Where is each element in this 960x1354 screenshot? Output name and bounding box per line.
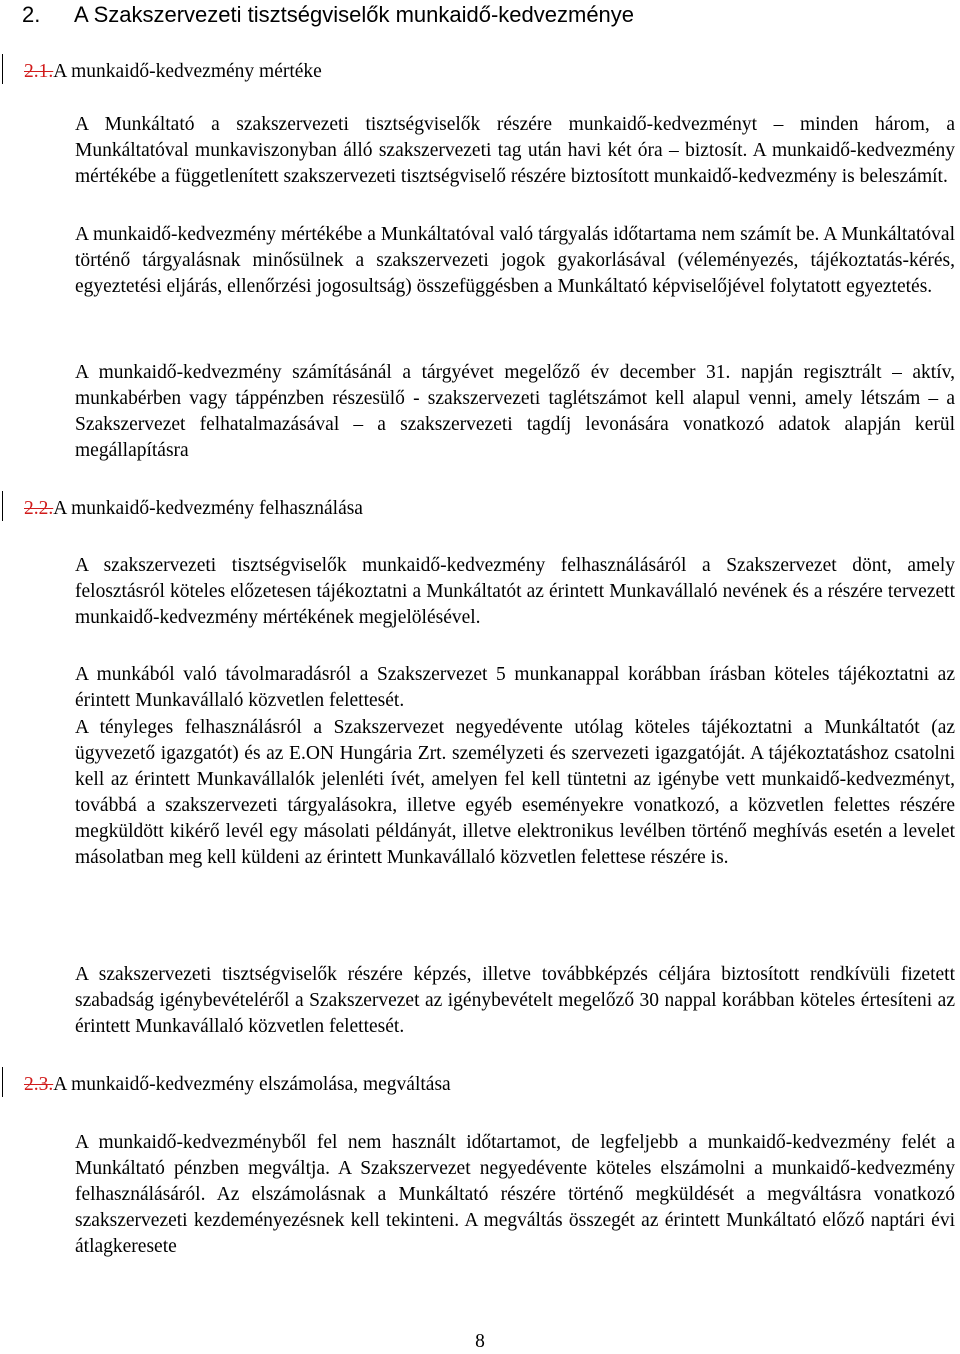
- chapter-number: 2.: [22, 2, 41, 27]
- section-title: A munkaidő-kedvezmény mértéke: [53, 61, 322, 82]
- paragraph-text: A munkaidő-kedvezmény mértékébe a Munkáltatóval való tárgyalás időtartama nem számít be. A Munkáltatóval történő tárgyalásnak minősülnek a szakszervezeti jogok gyakorlásával (véleményezés, tájékoztatás-kérés, egyeztetési eljárás, ellenőrzési jogosultság) összefüggésben a Munkáltató képviselőjével folytatott egyeztetés.: [75, 224, 955, 297]
- section-number: 2.1.: [24, 61, 54, 82]
- section-title: A munkaidő-kedvezmény felhasználása: [53, 498, 363, 519]
- section-heading-2-1: [24, 60, 322, 84]
- paragraph-text: A tényleges felhasználásról a Szakszervezet negyedévente utólag köteles tájékoztatni a Munkáltatót (az ügyvezető igazgatót) és az E.ON Hungária Zrt. személyzeti és szervezeti igazgatóját. A tájékoztatáshoz csatolni kell az érintett Munkavállalók jelenléti ívét, amelyen fel kell tüntetni az igénybe vett munkaidő-kedvezményt, továbbá a szakszervezeti tárgyalásokra, illetve egyéb eseményekre vonatkozó, a közvetlen felettes részére megküldött kikérő levél egy másolati példányát, illetve elektronikus levélben történő meghívás esetén a levelet másolatban meg kell küldeni az érintett Munkavállaló közvetlen felettese részére is.: [75, 717, 955, 868]
- section-2-2-paragraph-3: [75, 715, 955, 871]
- paragraph-text: A szakszervezeti tisztségviselők részére képzés, illetve továbbképzés céljára biztosított rendkívüli fizetett szabadság igénybevételéről a Szakszervezet az igénybevételt megelőző 30 nappal korábban köteles értesíteni az érintett Munkavállaló közvetlen felettesét.: [75, 964, 955, 1037]
- section-2-1-paragraph-2: [75, 222, 955, 300]
- paragraph-text: A munkaidő-kedvezmény számításánál a tárgyévet megelőző év december 31. napján regisztrált – aktív, munkabérben vagy táppénzben részesülő - szakszervezeti taglétszámot kell alapul venni, amely létszám – a Szakszervezet felhatalmazásával – a szakszervezeti tagdíj levonására vonatkozó adatok alapján kerül megállapításra: [75, 362, 955, 461]
- change-bar: [2, 54, 3, 84]
- paragraph-text: A szakszervezeti tisztségviselők munkaidő-kedvezmény felhasználásáról a Szakszervezet dönt, amely felosztásról köteles előzetesen tájékoztatni a Munkáltatót az érintett Munkavállaló nevének és a részére tervezett munkaidő-kedvezmény mértékének megjelölésével.: [75, 555, 955, 628]
- section-2-1-paragraph-1: [75, 112, 955, 190]
- paragraph-text: A Munkáltató a szakszervezeti tisztségviselők részére munkaidő-kedvezményt – minden három, a Munkáltatóval munkaviszonyban álló szakszervezeti tag után havi két óra – biztosít. A munkaidő-kedvezmény mértékébe a függetlenített szakszervezeti tisztségviselő részére biztosított munkaidő-kedvezmény is beleszámít.: [75, 114, 955, 187]
- section-2-2-paragraph-2: [75, 662, 955, 714]
- change-bar: [2, 1067, 3, 1097]
- chapter-heading: [22, 2, 634, 28]
- paragraph-text: A munkaidő-kedvezményből fel nem használt időtartamot, de legfeljebb a munkaidő-kedvezmény felét a Munkáltató pénzben megváltja. A Szakszervezet negyedévente köteles elszámolni a munkaidő-kedvezmény felhasználásáról. Az elszámolásnak a Munkáltató részére történő megküldését a megváltásra vonatkozó szakszervezeti kezdeményezésnek kell tekinteni. A megváltás összegét az érintett Munkáltató előző naptári évi átlagkeresete: [75, 1132, 955, 1257]
- section-title: A munkaidő-kedvezmény elszámolása, megváltása: [53, 1074, 451, 1095]
- section-2-2-paragraph-1: [75, 553, 955, 631]
- page-number: 8: [475, 1331, 485, 1352]
- section-2-2-paragraph-4: [75, 962, 955, 1040]
- section-2-1-paragraph-3: [75, 360, 955, 464]
- section-number: 2.3.: [24, 1074, 54, 1095]
- section-heading-2-3: [24, 1073, 451, 1097]
- section-number: 2.2.: [24, 498, 54, 519]
- change-bar: [2, 491, 3, 521]
- paragraph-text: A munkából való távolmaradásról a Szakszervezet 5 munkanappal korábban írásban köteles tájékoztatni az érintett Munkavállaló közvetlen felettesét.: [75, 664, 955, 711]
- chapter-title: A Szakszervezeti tisztségviselők munkaidő-kedvezménye: [74, 2, 635, 27]
- section-2-3-paragraph-1: [75, 1130, 955, 1260]
- section-heading-2-2: [24, 497, 363, 521]
